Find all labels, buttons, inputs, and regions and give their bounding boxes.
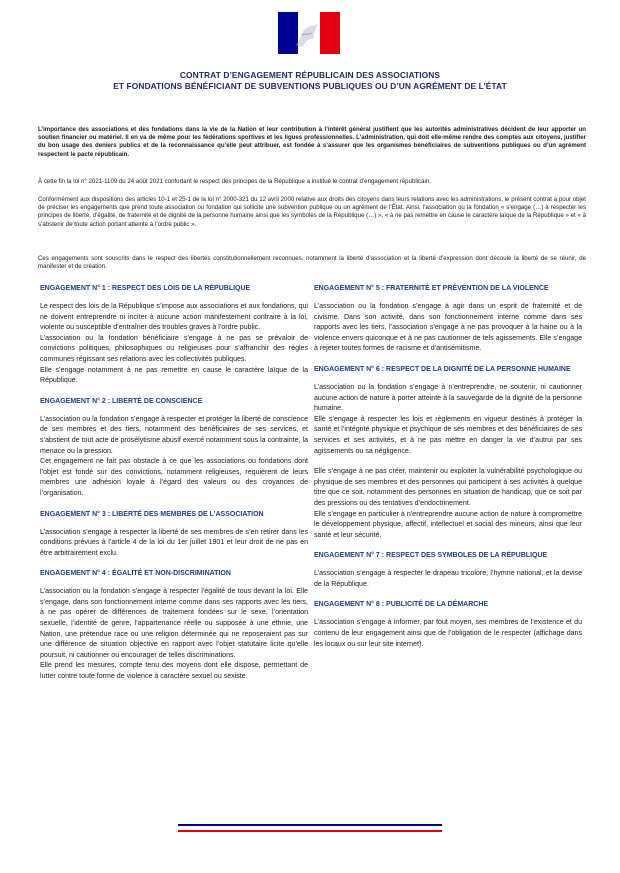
engagement-8-body: L’association s’engage à informer, par tout moyen, ses membres de l’existence et du contenu de leur engagement ainsi que de l’obligation de le respecter (affichage dans les locaux ou sur leur site internet).	[314, 619, 582, 648]
engagement-8-title: ENGAGEMENT N° 8 : PUBLICITÉ DE LA DÉMARCHE	[314, 601, 489, 609]
intro-paragraph-1: L’importance des associations et des fondations dans la vie de la Nation et leur contribution à l’intérêt général justifient que les autorités administratives décident de leur apporter un soutien financier ou matériel. Il en va de même pour les fédérations sportives et les ligues professionnelles. L’administration, qui doit elle-même rendre des comptes aux citoyens, justifier du bon usage des deniers publics et de la reconnaissance qu’elle peut attribuer, est fondée à s’assurer que les organismes bénéficiaires de subventions publiques ou d’un agrément respectent le pacte républicain.	[38, 126, 586, 158]
intro-paragraph-3: Conformément aux dispositions des articles 10-1 et 25-1 de la loi n° 2000-321 du 12 avril 2000 relative aux droits des citoyens dans leurs relations avec les administrations, le présent contrat a pour objet de préciser les engagements que prend toute association ou fondation qui sollicite une subvention publique ou un agrément de l’État. Ainsi, l’association ou la fondation « s’engage (…) à respecter les principes de liberté, d’égalité, de fraternité et de dignité de la personne humaine ainsi que les symboles de la République (…) », « à ne pas remettre en cause le caractère laïque de la République » et « à s’abstenir de toute action portant atteinte à l’ordre public ».	[38, 196, 586, 228]
footer-line-blue	[178, 824, 442, 826]
right-column	[314, 284, 582, 660]
marianne-logo	[278, 12, 340, 54]
engagement-1	[40, 284, 308, 387]
engagement-5-body: L’association ou la fondation s’engage à agir dans un esprit de fraternité et de civisme. Dans son activité, dans son fonctionnement interne comme dans ses rapports avec les tiers, l’association s’engage à ne pas provoquer à la haine ou à la violence envers quiconque et à ne pas cautionner de tels agissements. Elle s’engage à rejeter toutes formes de racisme et d’antisémitisme.	[314, 303, 582, 353]
engagement-2-body: L’association ou la fondation s’engage à respecter et protéger la liberté de conscience de ses membres et des tiers, notamment des bénéficiaires de ses services, et s’abstient de tout acte de prosélytisme abusif exercé notamment sous la contrainte, la menace ou la pression. Cet engagement ne fait pas obstacle à ce que les associations ou fondations dont l’objet est fondé sur des convictions, notamment religieuses, requièrent de leurs membres une adhésion loyale à l’égard des valeurs ou des croyances de l’organisation.	[40, 415, 308, 497]
engagement-4-body: L’association ou la fondation s’engage à respecter l’égalité de tous devant la loi. Elle s’engage, dans son fonctionnement interne comme dans ses rapports avec les tiers, à ne pas opérer de différences de traitement fondées sur le sexe, l’orientation sexuelle, l’identité de genre, l’appartenance réelle ou supposée à une ethnie, une Nation, une prétendue race ou une religion déterminée qui ne reposeraient pas sur une différence de situation objective en rapport avec l’objet statutaire licite qu’elle poursuit, ni cautionner ou encourager de telles discriminations. Elle prend les mesures, compte tenu des moyens dont elle dispose, permettant de lutter contre toute forme de violence à caractère sexuel ou sexiste.	[40, 588, 308, 681]
document-title	[40, 70, 580, 92]
intro-paragraph-2: À cette fin la loi n° 2021-1109 du 24 août 2021 confortant le respect des principes de la République a institué le contrat d’engagement républicain.	[38, 178, 431, 185]
engagement-6-title: ENGAGEMENT N° 6 : RESPECT DE LA DIGNITÉ DE LA PERSONNE HUMAINE	[314, 365, 571, 373]
engagement-7	[314, 551, 582, 590]
engagement-2	[40, 397, 308, 500]
engagement-3-body: L’association s’engage à respecter la liberté de ses membres de s’en retirer dans les conditions prévues à l’article 4 de la loi du 1er juillet 1901 et leur droit de ne pas en être arbitrairement exclu.	[40, 528, 308, 557]
engagement-3-title: ENGAGEMENT N° 3 : LIBERTÉ DES MEMBRES DE L’ASSOCIATION	[40, 510, 264, 518]
engagement-1-title: ENGAGEMENT N° 1 : RESPECT DES LOIS DE LA RÉPUBLIQUE	[40, 285, 251, 292]
marianne-profile-icon	[292, 17, 326, 51]
engagement-4	[40, 569, 308, 682]
engagement-3	[40, 510, 308, 560]
engagement-7-body: L’association s’engage à respecter le drapeau tricolore, l’hymne national, et la devise de la République.	[314, 570, 582, 588]
intro-paragraph-4: Ces engagements sont souscrits dans le respect des libertés constitutionnellement reconnues, notamment la liberté d’association et la liberté d’expression dont découle la liberté de se réunir, de manifester et de création.	[38, 255, 586, 271]
title-line-1: CONTRAT D’ENGAGEMENT RÉPUBLICAIN DES ASSOCIATIONS	[179, 70, 441, 80]
engagement-1-body: Le respect des lois de la République s’impose aux associations et aux fondations, qui ne doivent entreprendre ni inciter à aucune action manifestement contraire à la loi, violente ou susceptible d’entraîner des troubles graves à l’ordre public. L’association ou la fondation bénéficiaire s’engage à ne pas se prévaloir de convictions politiques, philosophiques ou religieuses pour s’affranchir des règles communes régissant ses relations avec les collectivités publiques. Elle s’engage notamment à ne pas remettre en cause le caractère laïque de la République.	[40, 303, 308, 385]
left-column	[40, 284, 308, 693]
engagement-6-body-continued: Elle s’engage à ne pas créer, maintenir ou exploiter la vulnérabilité psychologique ou physique de ses membres et des personnes qui participent à ses activités à quelque titre que ce soit, notamment des personnes en situation de handicap, que ce soit par des pressions ou des tentatives d’endoctrinement. Elle s’engage en particulier à n’entreprendre aucune action de nature à compromettre le développement physique, affectif, intellectuel et social des mineurs, ainsi que leur santé et leur sécurité.	[314, 468, 582, 539]
engagement-6-body: L’association ou la fondation s’engage à n’entreprendre, ne soutenir, ni cautionner aucune action de nature à porter atteinte à la sauvegarde de la dignité de la personne humaine. Elle s’engage à respecter les lois et règlements en vigueur destinés à protéger la santé et l’intégrité physique et psychique de ses membres et des bénéficiaires de ses services et ses activités, et à ne pas mettre en danger la vie d’autrui par ses agissements ou sa négligence.	[314, 383, 582, 455]
engagement-8	[314, 600, 582, 650]
engagement-4-title: ENGAGEMENT N° 4 : ÉGALITÉ ET NON-DISCRIMINATION	[40, 570, 231, 578]
footer-line-red	[178, 830, 442, 832]
engagement-5-title: ENGAGEMENT N° 5 : FRATERNITÉ ET PRÉVENTION DE LA VIOLENCE	[314, 285, 549, 292]
logo-white-band	[298, 12, 320, 54]
engagement-7-title: ENGAGEMENT N° 7 : RESPECT DES SYMBOLES DE LA RÉPUBLIQUE	[314, 552, 548, 560]
engagement-2-title: ENGAGEMENT N° 2 : LIBERTÉ DE CONSCIENCE	[40, 397, 203, 405]
title-line-2: ET FONDATIONS BÉNÉFICIANT DE SUBVENTIONS PUBLIQUES OU D’UN AGRÉMENT DE L’ÉTAT	[113, 81, 507, 91]
engagement-5	[314, 284, 582, 355]
engagement-6	[314, 365, 582, 541]
footer-line-white	[178, 827, 442, 829]
